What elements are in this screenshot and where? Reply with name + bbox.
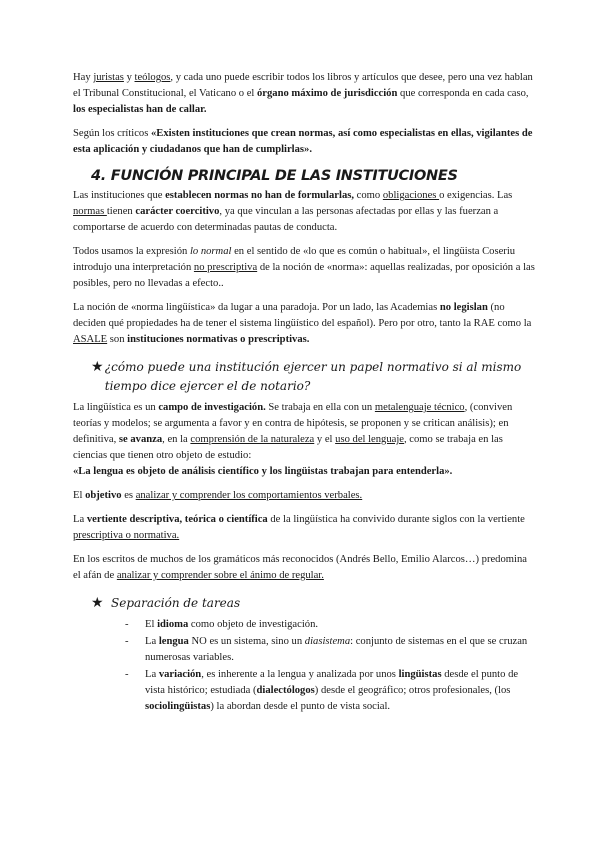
text: ) la abordan desde el punto de vista social. [210,701,391,712]
bold-especialistas: los especialistas han de callar. [73,104,207,115]
bold-text: no legislan [439,302,488,313]
text: Hay [73,72,94,83]
bold-organo: órgano máximo de jurisdicción [257,88,398,99]
bold-text: objetivo [85,490,122,501]
paragraph-objetivo [73,488,535,504]
bold-text: carácter coercitivo [135,206,220,217]
text: , y cada uno puede escribir todos los libros y artículos que desee, pero una vez hablan el Tribunal Constitucional, el Vaticano o el [73,72,533,99]
text: de la noción de «norma»: aquellas realizadas, por oposición a las posibles, pero no llevadas a efecto.. [73,262,535,289]
text: y [123,72,135,83]
star-separacion [91,594,535,613]
text: NO es un sistema, sino un [188,636,305,647]
star-icon: ★ [91,595,104,611]
text: , (conviven teorías y modelos; se argumenta a favor y en contra de hipótesis, se proponen y se critican análisis); en definitiva, [73,402,513,445]
paragraph-instituciones [73,188,535,236]
paragraph-vertiente [73,512,535,544]
text: , ya que vinculan a las personas afectadas por ellas y las fuerzan a comportarse de acuerdo con determinadas pautas de conducta. [73,206,499,233]
text: : conjunto de sistemas en el que se cruzan numerosas variables. [145,636,528,663]
underlined-comprension: comprensión de la naturaleza [190,434,315,445]
text: tienen [106,206,136,217]
text: La [145,669,159,680]
star-icon: ★ [91,359,104,375]
text: , en la [162,434,191,445]
document-page [73,70,535,716]
bold-text: dialectólogos [256,685,315,696]
bold-text: variación [158,669,202,680]
underlined-uso: uso del lenguaje [335,434,404,445]
dash-bullet: - [125,619,129,630]
underlined-obligaciones: obligaciones [382,190,440,201]
dash-bullet: - [125,636,129,647]
underlined-metalenguaje: metalenguaje técnico [374,402,465,413]
bold-quote: «La lengua es objeto de análisis científico y los lingüistas trabajan para entenderla». [73,466,453,477]
bold-text: establecen normas no han de formularlas, [165,190,355,201]
text: Se trabaja en ella con un [265,402,375,413]
bold-text: se avanza [118,434,163,445]
question-text: ¿cómo puede una institución ejercer un papel normativo si al mismo tiempo dice ejercer el de notario? [104,360,522,393]
bold-quote: «Existen instituciones que crean normas, así como especialistas en ellas, vigilantes de esta aplicación y ciudadanos que han de cumplirlas». [73,128,533,155]
text: , es inherente a la lengua y analizada por unos [201,669,399,680]
text: En los escritos de muchos de los gramáticos más reconocidos (Andrés Bello, Emilio Alarcos…) predomina el afán de [73,554,527,581]
underlined-juristas: juristas [93,72,124,83]
bold-text: sociolingüistas [145,701,211,712]
paragraph-investigacion [73,400,535,480]
paragraph-lo-normal [73,244,535,292]
text: Todos usamos la expresión [73,246,190,257]
bold-text: lingüistas [398,669,442,680]
paragraph-paradoja [73,300,535,348]
star-question [91,358,535,396]
text: es [121,490,136,501]
underlined-text: analizar y comprender los comportamientos verbales. [135,490,363,501]
text: El [145,619,158,630]
text: y el [314,434,336,445]
section-heading: 4. FUNCIÓN PRINCIPAL DE LAS INSTITUCIONES [91,168,458,184]
text: La [73,514,87,525]
bold-text: instituciones normativas o prescriptivas. [127,334,310,345]
text: como [354,190,383,201]
underlined-no-prescriptiva: no prescriptiva [193,262,258,273]
italic-lo-normal: lo normal [189,246,232,257]
text: como objeto de investigación. [188,619,319,630]
text: La [145,636,159,647]
subheading-text: Separación de tareas [111,596,241,610]
text: La lingüística es un [73,402,159,413]
dash-bullet: - [125,669,129,680]
list-item [125,667,535,715]
underlined-teologos: teólogos [134,72,171,83]
paragraph-criticos [73,126,535,158]
underlined-asale: ASALE [73,334,108,345]
text: Según los críticos [73,128,151,139]
task-list [125,617,535,715]
text: son [107,334,128,345]
text: o exigencias. Las [439,190,513,201]
text: desde el punto de vista histórico; estudiada ( [145,669,519,696]
paragraph-jurisdiction [73,70,535,118]
list-item [125,617,535,633]
text: que corresponda en cada caso, [397,88,529,99]
underlined-normas: normas [73,206,107,217]
text: ) desde el geográfico; otros profesionales, (los [314,685,511,696]
text: La noción de «norma lingüística» da lugar a una paradoja. Por un lado, las Academias [73,302,440,313]
text: , como se trabaja en las ciencias que tienen otro objeto de estudio: [73,434,503,461]
list-item [125,634,535,666]
paragraph-gramaticos [73,552,535,584]
bold-text: lengua [158,636,189,647]
bold-text: idioma [157,619,189,630]
text: en el sentido de «lo que es común o habitual», el lingüista Coseriu introdujo una interpretación [73,246,516,273]
underlined-text: analizar y comprender sobre el ánimo de regular. [116,570,324,581]
text: (no deciden qué propiedades ha de tener el sistema lingüístico del español). Pero por otro, tanto la RAE como la [73,302,532,329]
text: de la lingüística ha convivido durante siglos con la vertiente [267,514,525,525]
underlined-text: prescriptiva o normativa. [73,530,180,541]
bold-text: campo de investigación. [158,402,266,413]
text: Las instituciones que [73,190,166,201]
bold-text: vertiente descriptiva, teórica o científica [86,514,268,525]
text: El [73,490,86,501]
italic-text: diasistema [304,636,351,647]
